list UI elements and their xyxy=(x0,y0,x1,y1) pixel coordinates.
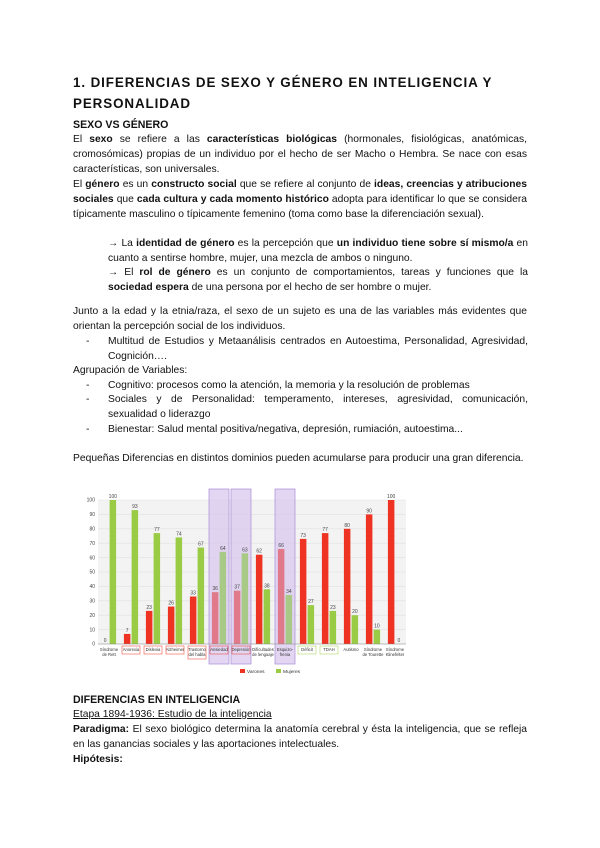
data-label-mujeres: 77 xyxy=(154,527,160,534)
x-category-label: Dificultades xyxy=(252,647,274,652)
y-tick-label: 20 xyxy=(89,612,95,619)
x-category-label: de lenguaje xyxy=(252,652,274,657)
bar-mujeres xyxy=(154,533,161,644)
etapa-subheading: Etapa 1894-1936: Estudio de la inteligencia xyxy=(73,709,272,720)
y-tick-label: 80 xyxy=(89,526,95,533)
data-label-mujeres: 74 xyxy=(176,531,182,538)
x-category-label: del habla xyxy=(188,652,206,657)
legend-label-varones: Varones xyxy=(247,670,265,675)
data-label-varones: 37 xyxy=(234,584,240,591)
y-tick-label: 10 xyxy=(89,627,95,634)
bar-varones xyxy=(146,611,153,644)
data-label-mujeres: 100 xyxy=(108,494,118,500)
arrow-rol-genero: → El rol de género es un conjunto de comportamientos, tareas y funciones que la sociedad espera de una persona por el hecho de ser hombre o mujer. xyxy=(108,267,528,293)
data-label-varones: 80 xyxy=(344,522,350,529)
data-label-varones: 23 xyxy=(146,604,152,611)
legend-label-mujeres: Mujeres xyxy=(283,670,301,675)
x-category-label: Autismo xyxy=(343,647,359,652)
x-category-label: Depresión xyxy=(231,647,251,652)
x-category-label: de Tourette xyxy=(362,652,384,657)
y-tick-label: 50 xyxy=(89,569,95,576)
x-category-label: Anorexia xyxy=(122,647,140,652)
bar-varones xyxy=(168,607,175,644)
legend-swatch-mujeres xyxy=(276,669,281,673)
bar-varones xyxy=(124,634,130,644)
bar-mujeres xyxy=(374,630,381,644)
data-label-varones: 73 xyxy=(300,532,306,539)
bar-varones xyxy=(212,592,219,644)
x-category-label: Ansiedad xyxy=(210,647,228,652)
paragraph-junto: Junto a la edad y la etnia/raza, el sexo de un sujeto es una de las variables más evidentes que orientan la percepción social de los individuos. xyxy=(73,306,527,332)
data-label-varones: 0 xyxy=(103,638,107,644)
bar-varones xyxy=(256,555,263,644)
sex-ratio-bar-chart xyxy=(72,486,412,682)
paragraph-paradigma: Paradigma: El sexo biológico determina la anatomía cerebral y ésta la inteligencia, que se refleja en las ganancias sociales y las aportaciones intelectuales. xyxy=(73,724,527,750)
y-tick-label: 60 xyxy=(89,555,95,562)
paragraph-genero: El género es un constructo social que se refiere al conjunto de ideas, creencias y atribuciones sociales que cada cultura y cada momento histórico adopta para identificar lo que se considera típicamente masculino o típicamente femenino (toma como base la diferenciación sexual). xyxy=(73,179,527,220)
bar-varones xyxy=(344,529,351,644)
y-tick-label: 0 xyxy=(92,641,95,648)
section-heading-sexo-genero: SEXO VS GÉNERO xyxy=(73,119,169,131)
data-label-varones: 90 xyxy=(366,508,372,515)
data-label-mujeres: 27 xyxy=(308,599,314,606)
x-category-label: Alzheimer xyxy=(165,647,185,652)
data-label-mujeres: 63 xyxy=(242,547,248,554)
bar-mujeres xyxy=(242,553,249,644)
bar-varones xyxy=(278,549,285,644)
y-tick-label: 70 xyxy=(89,540,95,547)
y-tick-label: 40 xyxy=(89,584,95,591)
x-category-label: de Rett xyxy=(102,652,116,657)
bar-mujeres xyxy=(176,537,183,644)
data-label-mujeres: 67 xyxy=(198,541,204,548)
data-label-varones: 36 xyxy=(212,586,218,593)
x-category-label: Síndrome xyxy=(385,647,405,652)
agrupacion-label: Agrupación de Variables: xyxy=(73,365,188,376)
x-category-label: Klinefelter xyxy=(385,652,405,657)
data-label-varones: 62 xyxy=(256,548,262,555)
legend-swatch-varones xyxy=(240,669,245,673)
x-category-label: TDAH xyxy=(323,647,335,652)
data-label-mujeres: 34 xyxy=(286,589,292,596)
bar-varones xyxy=(300,539,307,644)
bar-mujeres xyxy=(308,605,315,644)
y-tick-label: 100 xyxy=(86,497,95,504)
data-label-varones: 33 xyxy=(190,590,196,597)
page-title: 1. DIFERENCIAS DE SEXO Y GÉNERO EN INTELIGENCIA Y PERSONALIDAD xyxy=(73,75,493,111)
data-label-mujeres: 23 xyxy=(330,604,336,611)
data-label-varones: 100 xyxy=(386,494,396,500)
bar-varones xyxy=(388,500,395,644)
bar-mujeres xyxy=(286,595,293,644)
x-category-label: frenia xyxy=(279,652,291,657)
x-category-label: Dislexia xyxy=(145,647,161,652)
data-label-varones: 66 xyxy=(278,542,284,549)
bar-varones xyxy=(190,596,197,644)
data-label-mujeres: 93 xyxy=(132,504,138,511)
data-label-mujeres: 20 xyxy=(352,609,358,616)
bar-mujeres xyxy=(132,510,139,644)
data-label-mujeres: 10 xyxy=(374,623,380,630)
y-tick-label: 30 xyxy=(89,598,95,605)
data-label-mujeres: 0 xyxy=(397,638,401,644)
section-heading-inteligencia: DIFERENCIAS EN INTELIGENCIA xyxy=(73,694,241,706)
bar-varones xyxy=(322,533,329,644)
bar-varones xyxy=(234,591,241,644)
bar-mujeres xyxy=(198,548,205,644)
data-label-varones: 77 xyxy=(322,527,328,534)
bar-mujeres xyxy=(264,589,271,644)
data-label-varones: 26 xyxy=(168,600,174,607)
bar-mujeres xyxy=(330,611,337,644)
y-tick-label: 90 xyxy=(89,512,95,519)
x-category-label: Síndrome xyxy=(363,647,383,652)
x-category-label: Esquizo- xyxy=(276,647,294,652)
bar-mujeres xyxy=(220,552,227,644)
arrow-identidad-genero: → La identidad de género es la percepción que un individuo tiene sobre sí mismo/a en cuanto a sentirse hombre, mujer, una mezcla de ambos o ninguno. xyxy=(108,238,528,264)
paragraph-sexo: El sexo se refiere a las características biológicas (hormonales, fisiológicas, anatómicas, cromosómicas) propias de un individuo por el hecho de ser Macho o Hembra. Se nace con esas características, son universales. xyxy=(73,134,527,175)
bar-mujeres xyxy=(110,500,117,644)
data-label-mujeres: 64 xyxy=(220,545,226,552)
x-category-label: Trastorno xyxy=(188,647,206,652)
hipotesis-label: Hipótesis: xyxy=(73,754,123,765)
data-label-varones: 7 xyxy=(125,627,129,634)
data-label-mujeres: 38 xyxy=(264,583,270,590)
x-category-label: Déficit xyxy=(301,647,313,652)
paragraph-pequenas: Pequeñas Diferencias en distintos dominios pueden acumularse para producir una gran diferencia. xyxy=(73,453,524,464)
document-page: 1. DIFERENCIAS DE SEXO Y GÉNERO EN INTELIGENCIA Y PERSONALIDAD SEXO VS GÉNERO El sexo se refiere a las características biológicas (hormonales, fisiológicas, anatómicas, cromosómicas) propias de un individuo por el hecho de ser Macho o Hembra. Se nace con esas características, son universales. El género es un constructo social que se refiere al conjunto de ideas, creencias y atribuciones sociales que cada cultura y cada momento histórico adopta para identificar lo que se considera típicamente masculino o típicamente femenino (toma como base la diferenciación sexual). → La identidad de género es la percepción que un individuo tiene sobre sí mismo/a en cuanto a sentirse hombre, mujer, una mezcla de ambos o ninguno. → El rol de género es un conjunto de comportamientos, tareas y funciones que la sociedad espera de una persona por el hecho de ser hombre o mujer. Junto a la edad y la etnia/raza, el sexo de un sujeto es una de las variables más evidentes que orientan la percepción social de los individuos. - Multitud de Estudios y Metaanálisis centrados en Autoestima, Personalidad, Agresividad, Cognición…. Agrupación de Variables: - Cognitivo: procesos como la atención, la memoria y la resolución de problemas - Sociales y de Personalidad: temperamento, intereses, agresividad, comunicación, sexualidad o liderazgo - Bienestar: Salud mental positiva/negativa, depresión, rumiación, autoestima... Pequeñas Diferencias en distintos dominios pueden acumularse para producir una gran diferencia. 0 10 20 30 40 50 60 70 80 90 100 0 100 Síndrome de Rett 7 93 Anorexia 23 77 Dislexia 26 74 Alzheimer 33 67 Trastorno del habla 36 64 Ansiedad 37 63 Depresión 62 38 Dificultades de lenguaje 66 34 Esquizo- frenia 73 27 Déficit 77 23 TDAH 80 20 Autismo 90 10 Síndrome de Tourette 100 0 Síndrome Klinefelter Varones Mujeres DIFERENCIAS EN INTELIGENCIA Etapa 1894-1936: Estudio de la inteligencia Paradigma: El sexo biológico determina la anatomía cerebral y ésta la inteligencia, que se refleja en las ganancias sociales y las aportaciones intelectuales. Hipótesis: xyxy=(0,0,600,848)
bar-varones xyxy=(366,514,373,644)
bar-mujeres xyxy=(352,615,359,644)
x-category-label: Síndrome xyxy=(99,647,119,652)
